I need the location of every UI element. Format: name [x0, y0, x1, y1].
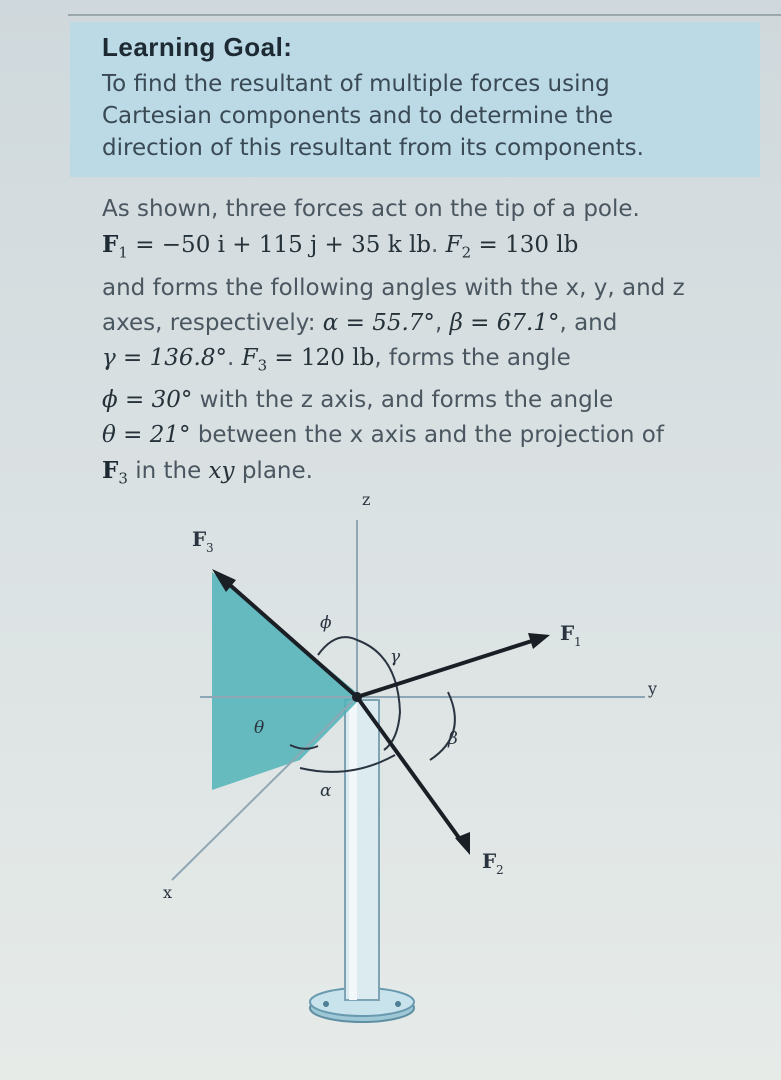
phi-label: ϕ — [320, 613, 332, 633]
gamma-value: γ = 136.8° — [102, 344, 227, 371]
f3-symbol: F — [241, 344, 258, 371]
problem-line: $F_1 = -50$ i + 115 j + 35 k lb. $F_2 = 130$ lb — [102, 231, 579, 262]
x-axis-label: x — [163, 883, 173, 902]
f2-equation: = 130 lb — [471, 232, 579, 258]
alpha-label: α — [320, 781, 332, 801]
alpha-value: α = 55.7° — [322, 309, 435, 336]
f1-label-sub: 1 — [574, 635, 582, 649]
problem-text: , and — [559, 309, 618, 336]
theta-value: θ = 21° — [102, 422, 191, 449]
bolt-hole-icon — [395, 1001, 401, 1007]
problem-statement — [102, 192, 762, 497]
top-divider — [68, 14, 781, 16]
problem-line: and forms the following angles with the x, y, and z — [102, 274, 685, 301]
phi-value: ϕ = 30° — [102, 387, 193, 414]
pole-highlight — [349, 700, 357, 1000]
beta-arc — [430, 692, 455, 760]
f3-label: F — [192, 527, 207, 551]
theta-label: θ — [254, 718, 265, 738]
f1-arrowhead-icon — [528, 633, 550, 649]
f2-label-sub: 2 — [496, 863, 504, 877]
f1-subscript: 1 — [118, 243, 128, 262]
problem-text: , forms the angle — [374, 344, 571, 371]
bolt-hole-icon — [323, 1001, 329, 1007]
problem-line — [102, 383, 762, 418]
beta-label: β — [448, 729, 458, 749]
f2-subscript: 2 — [461, 243, 472, 262]
learning-goal-line: Cartesian components and to determine the — [102, 103, 614, 129]
f1-label: F — [560, 621, 575, 645]
problem-line — [102, 418, 762, 453]
problem-line: γ = 136.8°. $F_3 = 120$ lb, forms the angle — [102, 344, 571, 375]
beta-value: β = 67.1° — [449, 309, 560, 336]
y-axis-label: y — [648, 679, 658, 698]
problem-text: with the z axis, and forms the angle — [192, 387, 614, 414]
learning-goal-line: direction of this resultant from its components. — [102, 135, 644, 161]
learning-goal-text — [102, 68, 722, 164]
f3-subscript: 3 — [257, 356, 268, 375]
xy-symbol: xy — [208, 458, 235, 485]
z-axis-label: z — [362, 490, 371, 509]
problem-text: plane. — [234, 458, 313, 485]
phi-arc — [318, 637, 357, 655]
pole-tip-point — [352, 692, 362, 702]
problem-line: As shown, three forces act on the tip of a pole. — [102, 196, 640, 222]
gamma-label: γ — [390, 647, 401, 667]
f1-arrow-line — [357, 640, 535, 697]
learning-goal-title: Learning Goal: — [102, 32, 293, 62]
f1-equation: = −50 i + 115 j + 35 k lb — [127, 232, 432, 258]
f2-symbol: F — [445, 232, 462, 258]
f3-vector-symbol: F — [102, 457, 119, 485]
force-diagram — [0, 470, 781, 1080]
problem-text: between the x axis and the projection of — [190, 422, 664, 449]
f2-label: F — [482, 849, 497, 873]
f3-vector-subscript: 3 — [118, 469, 128, 488]
problem-text: axes, respectively: — [102, 309, 323, 336]
f1-symbol: F — [102, 231, 119, 258]
problem-line: axes, respectively: α = 55.7°, β = 67.1°, and — [102, 309, 618, 336]
f3-label-sub: 3 — [206, 541, 214, 555]
f3-equation: = 120 lb — [267, 344, 375, 371]
problem-text: in the — [127, 458, 209, 485]
learning-goal-line: To find the resultant of multiple forces using — [102, 71, 610, 97]
